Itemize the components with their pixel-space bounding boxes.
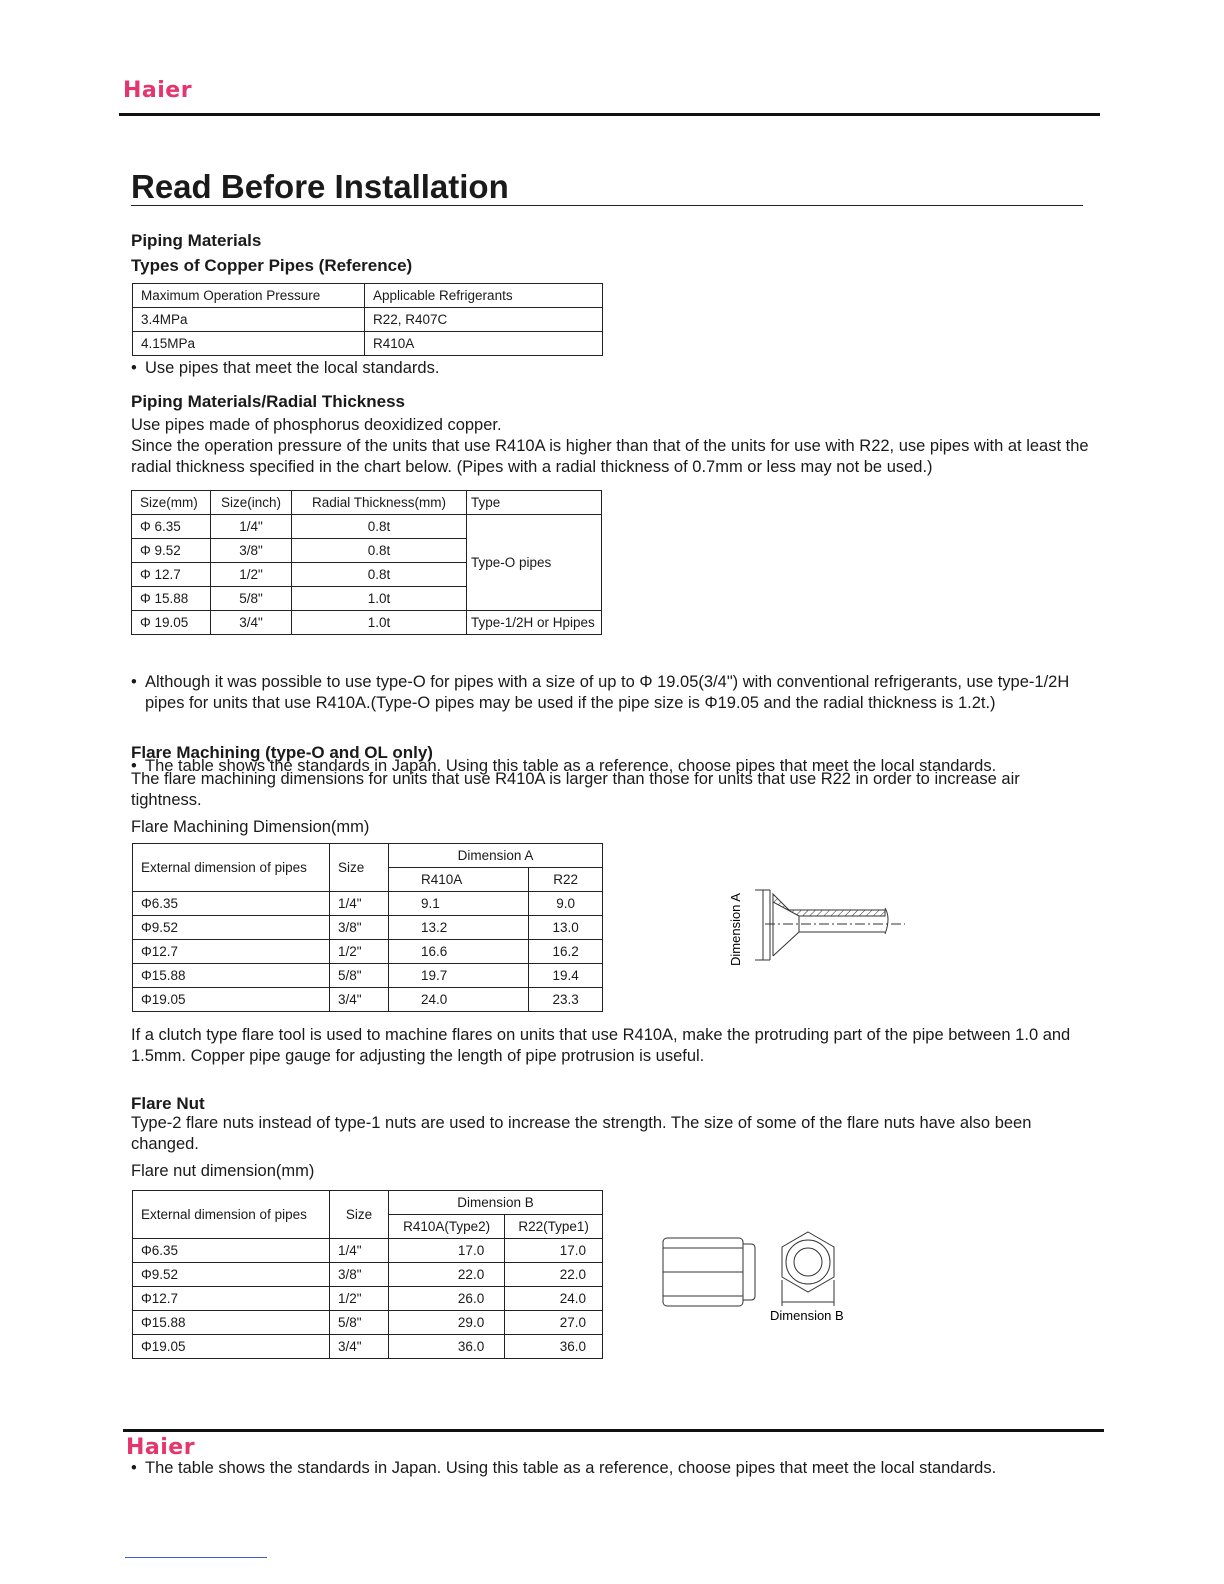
flare-machining-caption: Flare Machining Dimension(mm) — [131, 818, 370, 836]
table-cell: Φ6.35 — [133, 1239, 330, 1263]
flare-nut-heading: Flare Nut — [131, 1094, 205, 1113]
table-cell: Φ19.05 — [133, 988, 330, 1012]
radial-thickness-heading: Piping Materials/Radial Thickness — [131, 392, 405, 411]
table-cell: 0.8t — [292, 539, 467, 563]
pressure-table — [132, 283, 603, 356]
table-header: Size(inch) — [211, 491, 292, 515]
table-cell: 5/8" — [330, 1311, 389, 1335]
table-cell: 3.4MPa — [133, 308, 365, 332]
table-cell: Φ 9.52 — [132, 539, 211, 563]
flare-machining-para: The flare machining dimensions for units that use R410A is larger than those for units that use R22 in order to increase air tightness. — [131, 770, 1020, 809]
flare-nut-diagram — [655, 1228, 865, 1328]
footer-rule — [123, 1429, 1104, 1432]
table-header: Applicable Refrigerants — [365, 284, 603, 308]
table-cell: Φ 12.7 — [132, 563, 211, 587]
flare-dimension-table — [132, 843, 603, 1012]
local-standards-note: • Use pipes that meet the local standards. — [131, 358, 1224, 379]
table-cell: Φ 6.35 — [132, 515, 211, 539]
table-cell: 3/4" — [330, 1335, 389, 1359]
table-cell: Φ9.52 — [133, 916, 330, 940]
table-cell: 0.8t — [292, 515, 467, 539]
table-cell: 3/8" — [330, 1263, 389, 1287]
table-cell: Φ15.88 — [133, 1311, 330, 1335]
table-cell: 3/8" — [211, 539, 292, 563]
table-header: Dimension B — [389, 1191, 603, 1215]
table-cell: Φ15.88 — [133, 964, 330, 988]
nut-japan-standards-bullet: • The table shows the standards in Japan. Using this table as a reference, choose pipes that meet the local standards. — [131, 1458, 1097, 1479]
table-header: R22 — [529, 868, 603, 892]
table-header: R410A(Type2) — [389, 1215, 505, 1239]
table-cell: 3/4" — [211, 611, 292, 635]
bottom-link-line — [125, 1557, 267, 1558]
table-cell: 1/2" — [330, 940, 389, 964]
table-cell: 1/2" — [330, 1287, 389, 1311]
table-header: External dimension of pipes — [133, 844, 330, 892]
table-cell: 23.3 — [529, 988, 603, 1012]
table-cell: 13.0 — [529, 916, 603, 940]
table-cell: Φ9.52 — [133, 1263, 330, 1287]
flare-diagram — [725, 880, 915, 970]
dimension-b-label: Dimension B — [770, 1308, 844, 1323]
table-header: External dimension of pipes — [133, 1191, 330, 1239]
clutch-tool-para: If a clutch type flare tool is used to machine flares on units that use R410A, make the protruding part of the pipe between 1.0 and 1.5mm. Copper pipe gauge for adjusting the length of pipe protrusion is useful. — [131, 1026, 1071, 1065]
radial-thickness-table — [131, 490, 602, 635]
page-title: Read Before Installation — [131, 168, 509, 205]
table-cell: Type-1/2H or Hpipes — [467, 611, 602, 635]
table-cell: 5/8" — [330, 964, 389, 988]
table-cell: 22.0 — [505, 1263, 603, 1287]
table-cell: 1/4" — [330, 1239, 389, 1263]
table-cell: 1.0t — [292, 587, 467, 611]
table-cell: 36.0 — [505, 1335, 603, 1359]
table-cell: 22.0 — [389, 1263, 505, 1287]
table-cell: 5/8" — [211, 587, 292, 611]
table-header: R410A — [389, 868, 529, 892]
table-cell: Φ12.7 — [133, 1287, 330, 1311]
table-header: Size — [330, 844, 389, 892]
table-cell: 4.15MPa — [133, 332, 365, 356]
table-cell: Φ6.35 — [133, 892, 330, 916]
table-header: Size(mm) — [132, 491, 211, 515]
table-cell: Φ 19.05 — [132, 611, 211, 635]
table-header: Size — [330, 1191, 389, 1239]
table-cell: 1/2" — [211, 563, 292, 587]
table-cell: R410A — [365, 332, 603, 356]
table-cell: R22, R407C — [365, 308, 603, 332]
flare-nut-caption: Flare nut dimension(mm) — [131, 1162, 315, 1180]
table-cell: 9.0 — [529, 892, 603, 916]
table-cell: 26.0 — [389, 1287, 505, 1311]
table-cell: 1.0t — [292, 611, 467, 635]
copper-pipes-subheading: Types of Copper Pipes (Reference) — [131, 256, 413, 275]
flare-machining-heading: Flare Machining (type-O and OL only) — [131, 743, 433, 762]
table-cell: Φ12.7 — [133, 940, 330, 964]
radial-para-2: Since the operation pressure of the units that use R410A is higher than that of the units for use with R22, use pipes with at least the radial thickness specified in the chart below. (Pipes with a radial thickness of 0.7mm or less may not be used.) — [131, 437, 1089, 476]
table-cell: 24.0 — [505, 1287, 603, 1311]
footer-logo: Haier — [126, 1435, 196, 1460]
table-cell: 3/4" — [330, 988, 389, 1012]
table-cell: Φ19.05 — [133, 1335, 330, 1359]
table-header: Type — [467, 491, 602, 515]
japan-standards-bullet: • The table shows the standards in Japan. Using this table as a reference, choose pipes that meet the local standards. — [131, 756, 1097, 777]
table-cell: 16.2 — [529, 940, 603, 964]
table-cell: 1/4" — [211, 515, 292, 539]
table-cell: 19.4 — [529, 964, 603, 988]
flare-nut-table — [132, 1190, 603, 1359]
type-o-bullet: • Although it was possible to use type-O for pipes with a size of up to Φ 19.05(3/4") with conventional refrigerants, use type-1/2H pipes for units that use R410A.(Type-O pipes may be used if the pipe size is Φ19.05 and the radial thickness is 1.2t.) — [131, 672, 1097, 714]
table-header: Dimension A — [389, 844, 603, 868]
table-cell: 29.0 — [389, 1311, 505, 1335]
header-logo: Haier — [123, 78, 193, 103]
flare-nut-para: Type-2 flare nuts instead of type-1 nuts are used to increase the strength. The size of some of the flare nuts have also been changed. — [131, 1114, 1032, 1153]
table-cell: 19.7 — [389, 964, 529, 988]
table-cell: 3/8" — [330, 916, 389, 940]
piping-materials-heading: Piping Materials — [131, 231, 262, 250]
table-cell: 17.0 — [389, 1239, 505, 1263]
table-cell: Φ 15.88 — [132, 587, 211, 611]
table-cell: 24.0 — [389, 988, 529, 1012]
table-cell: 9.1 — [389, 892, 529, 916]
table-cell: 16.6 — [389, 940, 529, 964]
table-cell: Type-O pipes — [467, 515, 602, 611]
table-cell: 27.0 — [505, 1311, 603, 1335]
table-cell: 1/4" — [330, 892, 389, 916]
table-cell: 36.0 — [389, 1335, 505, 1359]
table-cell: 0.8t — [292, 563, 467, 587]
table-header: Maximum Operation Pressure — [133, 284, 365, 308]
radial-para-1: Use pipes made of phosphorus deoxidized copper. — [131, 416, 502, 434]
title-underline — [131, 205, 1083, 206]
table-cell: 13.2 — [389, 916, 529, 940]
dimension-a-label: Dimension A — [728, 893, 743, 966]
table-cell: 17.0 — [505, 1239, 603, 1263]
header-rule — [119, 113, 1100, 116]
table-header: R22(Type1) — [505, 1215, 603, 1239]
table-header: Radial Thickness(mm) — [292, 491, 467, 515]
